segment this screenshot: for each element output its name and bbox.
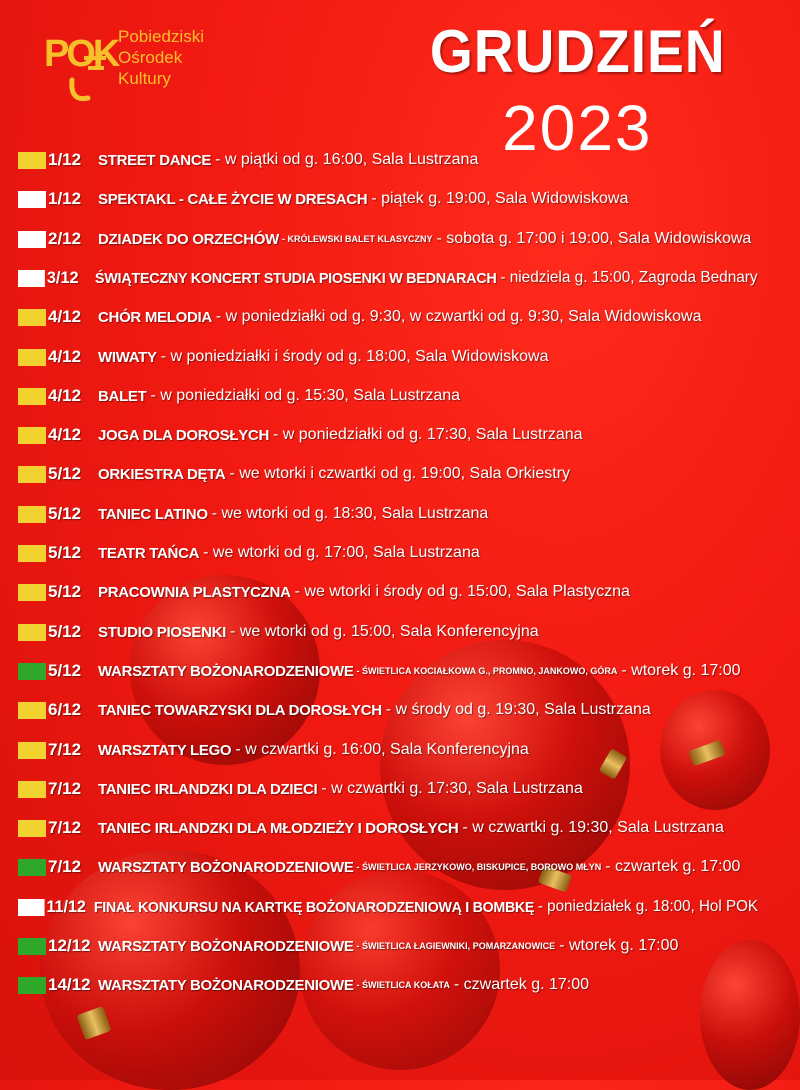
event-name: TANIEC LATINO: [98, 505, 208, 523]
event-details: - w czwartki g. 19:30, Sala Lustrzana: [462, 819, 724, 836]
event-date: 1/12: [48, 189, 82, 208]
event-row: [18, 973, 589, 997]
event-name: PRACOWNIA PLASTYCZNA: [98, 583, 291, 601]
event-row: [18, 738, 529, 762]
event-name: ORKIESTRA DĘTA: [98, 465, 226, 483]
event-row: [18, 541, 480, 565]
event-date: 5/12: [48, 622, 82, 641]
event-details: - niedziela g. 15:00, Zagroda Bednary: [500, 269, 758, 286]
event-date: 7/12: [48, 779, 82, 798]
event-date: 7/12: [48, 818, 82, 837]
event-row: [18, 384, 460, 408]
event-details: - w poniedziałki od g. 17:30, Sala Lustrzana: [273, 426, 583, 443]
event-details: - we wtorki od g. 15:00, Sala Konferencyjna: [230, 623, 539, 640]
event-name: TEATR TAŃCA: [98, 544, 200, 562]
event-name: FINAŁ KONKURSU NA KARTKĘ BOŻONARODZENIOWĄ I BOMBKĘ: [93, 898, 535, 916]
event-date: 11/12: [46, 897, 86, 916]
event-row: [18, 777, 583, 801]
event-name: TANIEC TOWARZYSKI DLA DOROSŁYCH: [98, 701, 382, 719]
category-color-swatch: [18, 977, 46, 994]
event-subtitle: - ŚWIETLICA KOCIAŁKOWA G., PROMNO, JANKOWO, GÓRA: [356, 666, 618, 676]
christmas-ornament-image: [40, 850, 300, 1090]
event-name: WARSZTATY LEGO: [98, 741, 232, 759]
event-name: WARSZTATY BOŻONARODZENIOWE: [98, 662, 354, 680]
category-color-swatch: [18, 231, 46, 248]
event-date: 14/12: [48, 975, 91, 994]
event-date: 4/12: [48, 347, 82, 366]
event-subtitle: - ŚWIETLICA ŁAGIEWNIKI, POMARZANOWICE: [356, 941, 556, 951]
event-date: 5/12: [48, 661, 82, 680]
event-subtitle: - KRÓLEWSKI BALET KLASYCZNY: [281, 234, 433, 244]
event-details: - we wtorki od g. 17:00, Sala Lustrzana: [203, 544, 480, 561]
category-color-swatch: [18, 349, 46, 366]
category-color-swatch: [18, 820, 46, 837]
event-details: - czwartek g. 17:00: [605, 858, 741, 875]
event-date: 12/12: [48, 936, 91, 955]
category-color-swatch: [18, 506, 46, 523]
event-details: - w piątki od g. 16:00, Sala Lustrzana: [215, 151, 479, 168]
event-date: 5/12: [48, 464, 82, 483]
title-month: GRUDZIEŃ: [429, 18, 726, 85]
category-color-swatch: [18, 624, 46, 641]
event-row: [18, 345, 549, 369]
event-name: TANIEC IRLANDZKI DLA DZIECI: [98, 780, 318, 798]
event-details: - we wtorki i środy od g. 15:00, Sala Plastyczna: [294, 583, 630, 600]
category-color-swatch: [18, 938, 46, 955]
event-details: - sobota g. 17:00 i 19:00, Sala Widowiskowa: [436, 230, 752, 247]
event-row: [18, 934, 678, 958]
event-row: [18, 423, 583, 447]
event-name: DZIADEK DO ORZECHÓW: [98, 230, 279, 248]
category-color-swatch: [18, 309, 46, 326]
event-row: [18, 580, 630, 604]
event-details: - we wtorki od g. 18:30, Sala Lustrzana: [211, 505, 489, 522]
event-details: - wtorek g. 17:00: [559, 937, 679, 954]
event-name: WIWATY: [98, 348, 157, 366]
event-details: - piątek g. 19:00, Sala Widowiskowa: [371, 190, 629, 207]
category-color-swatch: [18, 427, 46, 444]
event-details: - w poniedziałki od g. 15:30, Sala Lustrzana: [150, 387, 461, 404]
event-date: 5/12: [48, 504, 82, 523]
category-color-swatch: [18, 584, 46, 601]
event-details: - w czwartki g. 16:00, Sala Konferencyjna: [235, 741, 529, 758]
logo-line-1: Pobiedziski: [118, 27, 204, 46]
event-details: - w środy od g. 19:30, Sala Lustrzana: [385, 701, 651, 718]
event-date: 1/12: [48, 150, 82, 169]
event-date: 2/12: [48, 229, 82, 248]
category-color-swatch: [18, 781, 46, 798]
category-color-swatch: [18, 152, 46, 169]
event-details: - wtorek g. 17:00: [621, 662, 741, 679]
category-color-swatch: [18, 663, 46, 680]
event-date: 5/12: [48, 582, 82, 601]
event-subtitle: - ŚWIETLICA JERZYKOWO, BISKUPICE, BOROWO MŁYN: [356, 862, 602, 872]
event-date: 4/12: [48, 425, 82, 444]
event-row: [18, 855, 740, 879]
event-name: WARSZTATY BOŻONARODZENIOWE: [98, 976, 354, 994]
event-row: [18, 502, 488, 526]
event-name: STUDIO PIOSENKI: [98, 623, 227, 641]
event-date: 3/12: [46, 268, 79, 287]
event-name: BALET: [98, 387, 147, 405]
event-date: 5/12: [48, 543, 82, 562]
title-year: 2023: [502, 92, 653, 164]
pok-logo: [42, 22, 204, 108]
event-name: WARSZTATY BOŻONARODZENIOWE: [98, 858, 354, 876]
event-date: 4/12: [48, 307, 82, 326]
category-color-swatch: [18, 859, 46, 876]
event-date: 4/12: [48, 386, 82, 405]
category-color-swatch: [18, 466, 46, 483]
event-name: TANIEC IRLANDZKI DLA MŁODZIEŻY I DOROSŁYCH: [98, 819, 459, 837]
category-color-swatch: [18, 545, 46, 562]
event-row: [18, 227, 751, 251]
event-details: - we wtorki i czwartki od g. 19:00, Sala Orkiestry: [229, 465, 571, 482]
event-row: [18, 698, 651, 722]
event-details: - w czwartki g. 17:30, Sala Lustrzana: [321, 780, 583, 797]
event-details: - w poniedziałki i środy od g. 18:00, Sala Widowiskowa: [160, 348, 549, 365]
logo-line-2: Ośrodek: [118, 48, 183, 67]
event-name: SPEKTAKL - CAŁE ŻYCIE W DRESACH: [98, 190, 368, 208]
category-color-swatch: [18, 191, 46, 208]
event-row: [18, 148, 478, 172]
event-date: 7/12: [48, 740, 82, 759]
category-color-swatch: [18, 702, 46, 719]
event-row: [18, 187, 628, 211]
event-row: [18, 816, 724, 840]
event-details: - w poniedziałki od g. 9:30, w czwartki od g. 9:30, Sala Widowiskowa: [215, 308, 702, 325]
event-name: ŚWIĄTECZNY KONCERT STUDIA PIOSENKI W BEDNARACH: [94, 269, 497, 287]
event-name: CHÓR MELODIA: [98, 308, 212, 326]
christmas-ornament-image: [700, 940, 800, 1090]
event-row: [18, 266, 758, 290]
category-color-swatch: [18, 899, 45, 916]
event-name: WARSZTATY BOŻONARODZENIOWE: [98, 937, 354, 955]
event-row: [18, 305, 701, 329]
event-details: - czwartek g. 17:00: [453, 976, 590, 993]
event-name: JOGA DLA DOROSŁYCH: [98, 426, 269, 444]
logo-line-3: Kultury: [118, 69, 171, 88]
category-color-swatch: [18, 742, 46, 759]
event-row: [18, 895, 758, 919]
category-color-swatch: [18, 270, 45, 287]
event-name: STREET DANCE: [98, 151, 212, 169]
pok-logo-mark-text: POK: [44, 33, 118, 75]
logo-text: [118, 26, 204, 89]
event-date: 6/12: [48, 700, 82, 719]
page-title: [417, 20, 738, 168]
pok-logo-mark: [42, 22, 118, 108]
category-color-swatch: [18, 388, 46, 405]
event-subtitle: - ŚWIETLICA KOŁATA: [356, 980, 450, 990]
event-date: 7/12: [48, 857, 82, 876]
event-row: [18, 462, 570, 486]
event-row: [18, 659, 741, 683]
event-row: [18, 620, 539, 644]
event-details: - poniedziałek g. 18:00, Hol POK: [537, 898, 758, 915]
